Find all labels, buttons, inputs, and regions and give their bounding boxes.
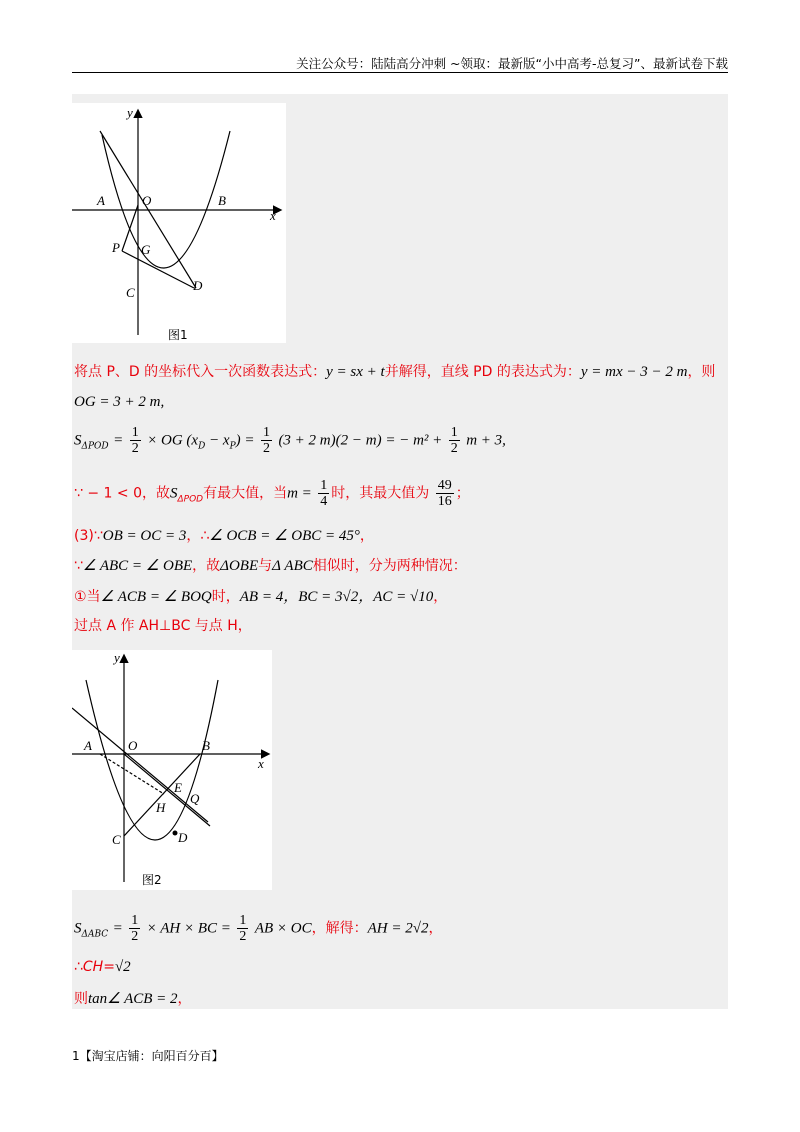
label-x: x [258, 756, 264, 771]
point-d [173, 831, 178, 836]
label-c: C [126, 285, 135, 300]
label-a: A [97, 193, 105, 208]
parabola [102, 131, 230, 268]
line-substitute: 将点 P、D 的坐标代入一次函数表达式：y = sx + t并解得，直线 PD 的表达式为：y = mx − 3 − 2 m，则 [74, 364, 716, 380]
line-ch: ∴CH=√2 [74, 959, 131, 975]
label-x: x [270, 208, 276, 223]
label-h: H [156, 800, 166, 815]
fraction-half: $\frac{1}{2}$ [239, 913, 247, 944]
label-a: A [84, 738, 92, 753]
label-y: y [127, 105, 133, 120]
line-part3: (3)∵OB = OC = 3，∴∠ OCB = ∠ OBC = 45°， [74, 528, 374, 544]
line-pa [122, 205, 138, 251]
figure-1 [72, 103, 286, 343]
fraction-quarter: $\frac{1}{4}$ [320, 478, 328, 509]
fraction-half: $\frac{1}{2}$ [131, 425, 139, 456]
label-b: B [218, 193, 226, 208]
line-perpendicular: 过点 A 作 AH⊥BC 与点 H， [74, 618, 252, 634]
line-pd [122, 251, 194, 288]
line-og: OG = 3 + 2 m, [74, 394, 165, 410]
header-rule [72, 72, 728, 73]
line-maximum: ∵ − 1 < 0，故$S_{\Delta POD}$有最大值，当m = $\frac{1}{4}$ 时，其最大值为 $\frac{49}{16}$ ； [74, 478, 470, 509]
label-c: C [112, 832, 121, 847]
figure-2-caption: 图2 [142, 873, 162, 887]
line-similar: ∵∠ ABC = ∠ OBE，故ΔOBE与Δ ABC相似时，分为两种情况： [74, 558, 467, 574]
page-footer: 1【淘宝店铺：向阳百分百】 [72, 1049, 224, 1063]
fraction-half: $\frac{1}{2}$ [131, 913, 139, 944]
line-tan: 则tan∠ ACB = 2， [74, 991, 192, 1007]
line-area-pod: $S_{\Delta POD}$ = $\frac{1}{2}$ × OG $(x_D - x_P)$ = $\frac{1}{2}$ (3 + 2 m)(2 − m) = − m² + $\frac{1}{2}$ m + 3, [74, 425, 506, 456]
figure-2-graph [72, 650, 272, 890]
fraction-half: $\frac{1}{2}$ [450, 425, 458, 456]
label-q: Q [190, 791, 200, 806]
page-header: 关注公众号：陆陆高分冲刺 ~领取：最新版“小中高考-总复习”、最新试卷下载 [296, 56, 728, 71]
label-d: D [193, 278, 203, 293]
label-o: O [128, 738, 138, 753]
label-p: P [112, 240, 120, 255]
line-case1: ①当∠ ACB = ∠ BOQ时，AB = 4，BC = 3√2，AC = √10， [74, 589, 448, 605]
fraction-half: $\frac{1}{2}$ [262, 425, 270, 456]
line-area-abc: $S_{\Delta ABC}$ = $\frac{1}{2}$ × AH × BC = $\frac{1}{2}$ AB × OC，解得：AH = 2√2， [74, 913, 443, 944]
figure-2 [72, 650, 272, 890]
fraction-max: $\frac{49}{16}$ [437, 478, 452, 509]
label-b: B [202, 738, 210, 753]
label-e: E [174, 780, 182, 795]
line-oe [124, 754, 210, 826]
label-d: D [178, 830, 188, 845]
figure-1-caption: 图1 [168, 328, 188, 342]
figure-1-graph [72, 103, 286, 343]
label-y: y [114, 650, 120, 665]
label-g: G [141, 242, 151, 257]
line-a-q [72, 708, 208, 822]
label-o: O [142, 193, 152, 208]
